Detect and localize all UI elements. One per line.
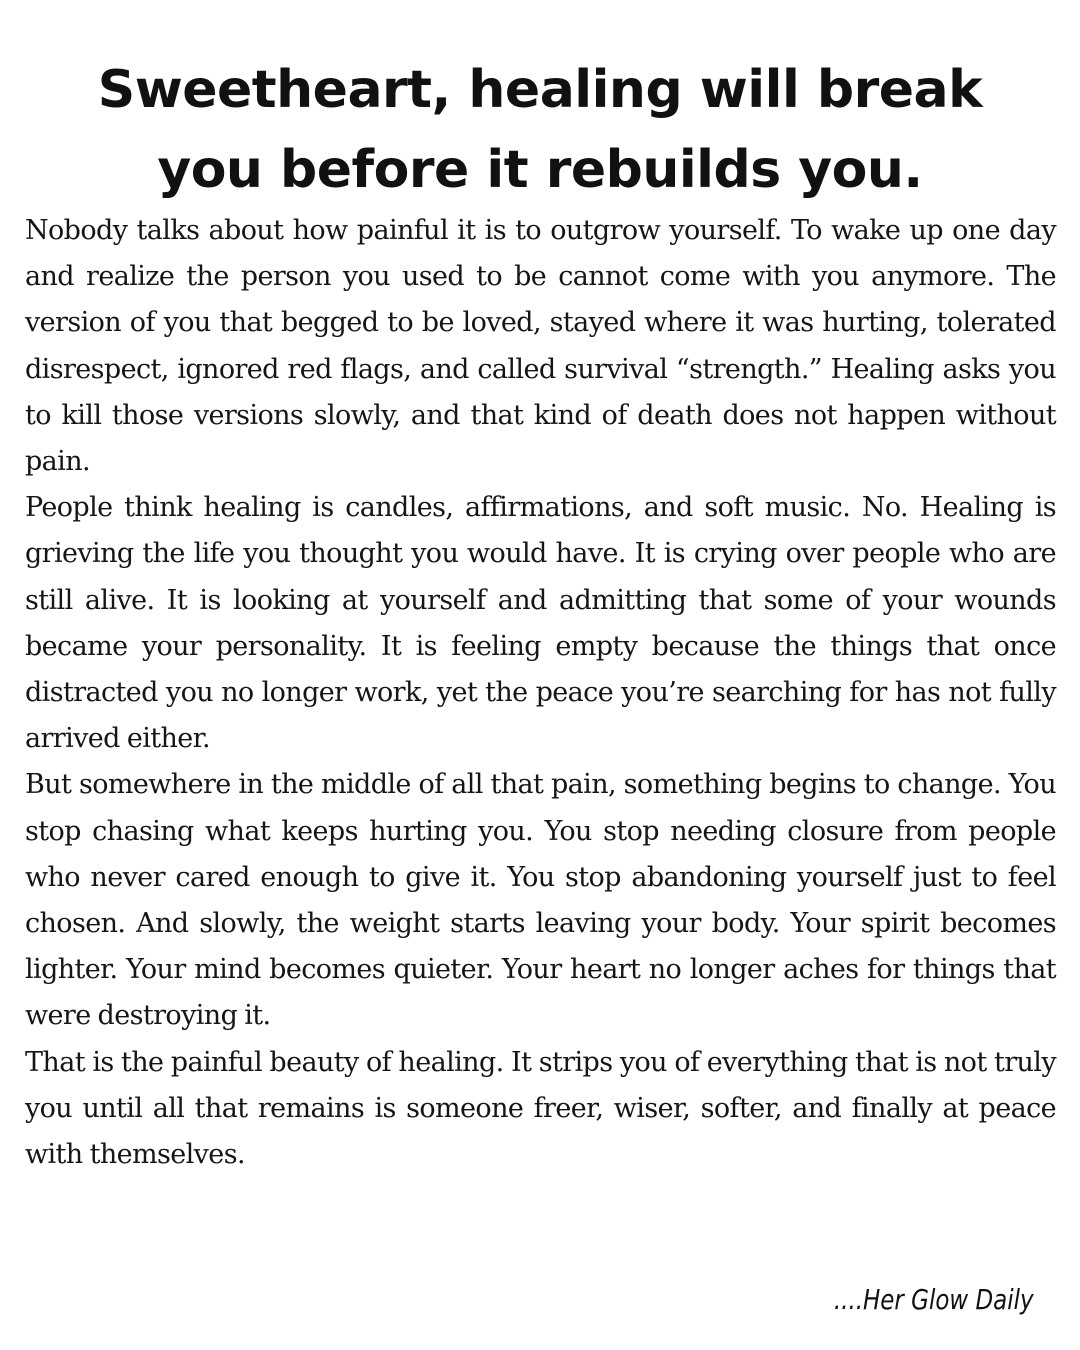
paragraph-1: Nobody talks about how painful it is to outgrow yourself. To wake up one day and realize the person you used to be cannot come with you anymore. The version of you that begged to be loved, stayed where it was hurting, tolerated disrespect, ignored red flags, and called survival “strength.” Healing asks you to kill those versions slowly, and that kind of death does not happen without pain.: [25, 215, 1056, 478]
paragraph-4: That is the painful beauty of healing. It strips you of everything that is not truly you until all that remains is someone freer, wiser, softer, and finally at peace with themselves.: [25, 1046, 1056, 1171]
post-title: Sweetheart, healing will break you before it rebuilds you.: [97, 60, 983, 200]
post-body: [25, 208, 1056, 1178]
brand-signature: ....Her Glow Daily: [834, 1283, 1034, 1316]
paragraph-3: But somewhere in the middle of all that pain, something begins to change. You stop chasing what keeps hurting you. You stop needing closure from people who never cared enough to give it. You stop abandoning yourself just to feel chosen. And slowly, the weight starts leaving your body. Your spirit becomes lighter. Your mind becomes quieter. Your heart no longer aches for things that were destroying it.: [25, 769, 1056, 1032]
paragraph-2: People think healing is candles, affirmations, and soft music. No. Healing is grieving the life you thought you would have. It is crying over people who are still alive. It is looking at yourself and admitting that some of your wounds became your personality. It is feeling empty because the things that once distracted you no longer work, yet the peace you’re searching for has not fully arrived either.: [25, 492, 1056, 755]
